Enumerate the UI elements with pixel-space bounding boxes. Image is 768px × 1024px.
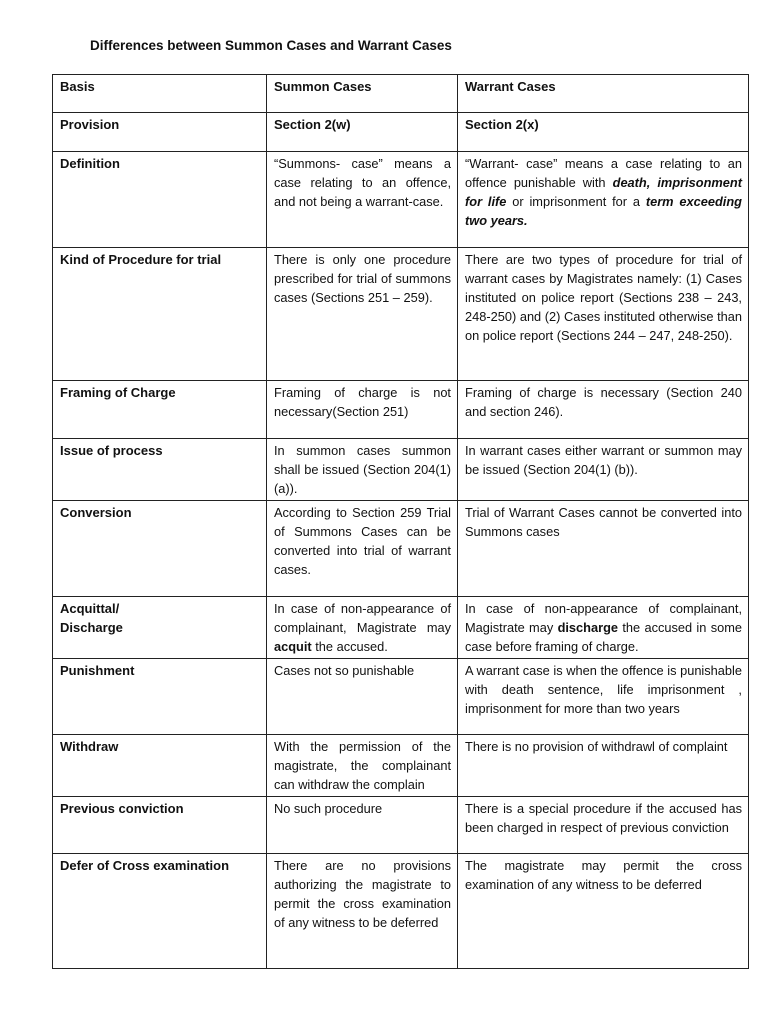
- row-basis: Punishment: [53, 659, 267, 735]
- text-run: In case of non-appearance of complainant, Magistrate may: [274, 601, 451, 635]
- row-summon: “Summons- case” means a case relating to an offence, and not being a warrant-case.: [267, 152, 458, 248]
- row-summon: With the permission of the magistrate, the complainant can withdraw the complain: [267, 735, 458, 797]
- row-warrant: In warrant cases either warrant or summon may be issued (Section 204(1) (b)).: [458, 439, 749, 501]
- row-basis: Kind of Procedure for trial: [53, 248, 267, 381]
- document-title: Differences between Summon Cases and Warrant Cases: [90, 38, 452, 53]
- row-basis: [53, 597, 267, 659]
- text-run: or imprisonment for a: [506, 194, 646, 209]
- row-summon: Cases not so punishable: [267, 659, 458, 735]
- text-run: In case of non-appearance of complainant, Magistrate may: [465, 601, 742, 635]
- basis-line: Discharge: [60, 620, 123, 635]
- row-basis: Defer of Cross examination: [53, 854, 267, 969]
- row-warrant: A warrant case is when the offence is punishable with death sentence, life imprisonment , imprisonment for more than two years: [458, 659, 749, 735]
- text-run: the accused in some case before framing of charge.: [465, 620, 742, 654]
- row-summon: Framing of charge is not necessary(Section 251): [267, 381, 458, 439]
- table-row: [53, 113, 749, 152]
- table-row: [53, 152, 749, 248]
- row-basis: Conversion: [53, 501, 267, 597]
- header-basis: Basis: [53, 75, 267, 113]
- row-summon: There are no provisions authorizing the magistrate to permit the cross examination of any witness to be deferred: [267, 854, 458, 969]
- table-row: [53, 735, 749, 797]
- row-summon: According to Section 259 Trial of Summons Cases can be converted into trial of warrant cases.: [267, 501, 458, 597]
- row-basis: Withdraw: [53, 735, 267, 797]
- row-warrant: The magistrate may permit the cross examination of any witness to be deferred: [458, 854, 749, 969]
- row-summon: No such procedure: [267, 797, 458, 854]
- text-run: the accused.: [311, 639, 388, 654]
- row-warrant: Framing of charge is necessary (Section 240 and section 246).: [458, 381, 749, 439]
- table-row: [53, 248, 749, 381]
- row-summon: [267, 597, 458, 659]
- row-basis: Framing of Charge: [53, 381, 267, 439]
- row-warrant: There are two types of procedure for trial of warrant cases by Magistrates namely: (1) Cases instituted on police report (Sections 238 – 243, 248-250) and (2) Cases instituted otherwise than on police report (Sections 244 – 247, 248-250).: [458, 248, 749, 381]
- row-warrant: There is no provision of withdrawl of complaint: [458, 735, 749, 797]
- row-warrant: Section 2(x): [458, 113, 749, 152]
- row-warrant: [458, 152, 749, 248]
- row-basis: Issue of process: [53, 439, 267, 501]
- emphasis-text: death, imprisonment for life: [465, 175, 742, 209]
- comparison-table: [52, 74, 749, 969]
- header-warrant-cases: Warrant Cases: [458, 75, 749, 113]
- table-row: [53, 854, 749, 969]
- table-row: [53, 439, 749, 501]
- row-summon: There is only one procedure prescribed for trial of summons cases (Sections 251 – 259).: [267, 248, 458, 381]
- row-warrant: [458, 597, 749, 659]
- row-basis: Definition: [53, 152, 267, 248]
- emphasis-text: acquit: [274, 639, 312, 654]
- row-warrant: Trial of Warrant Cases cannot be converted into Summons cases: [458, 501, 749, 597]
- row-summon: Section 2(w): [267, 113, 458, 152]
- row-summon: In summon cases summon shall be issued (Section 204(1) (a)).: [267, 439, 458, 501]
- table-row: [53, 597, 749, 659]
- header-summon-cases: Summon Cases: [267, 75, 458, 113]
- table-row: [53, 659, 749, 735]
- row-basis: Previous conviction: [53, 797, 267, 854]
- table-header-row: [53, 75, 749, 113]
- basis-line: Acquittal/: [60, 601, 120, 616]
- row-basis: Provision: [53, 113, 267, 152]
- emphasis-text: term exceeding two years.: [465, 194, 742, 228]
- text-run: “Warrant- case” means a case relating to an offence punishable with: [465, 156, 742, 190]
- table-row: [53, 501, 749, 597]
- table-row: [53, 381, 749, 439]
- emphasis-text: discharge: [557, 620, 619, 635]
- table-row: [53, 797, 749, 854]
- row-warrant: There is a special procedure if the accused has been charged in respect of previous conviction: [458, 797, 749, 854]
